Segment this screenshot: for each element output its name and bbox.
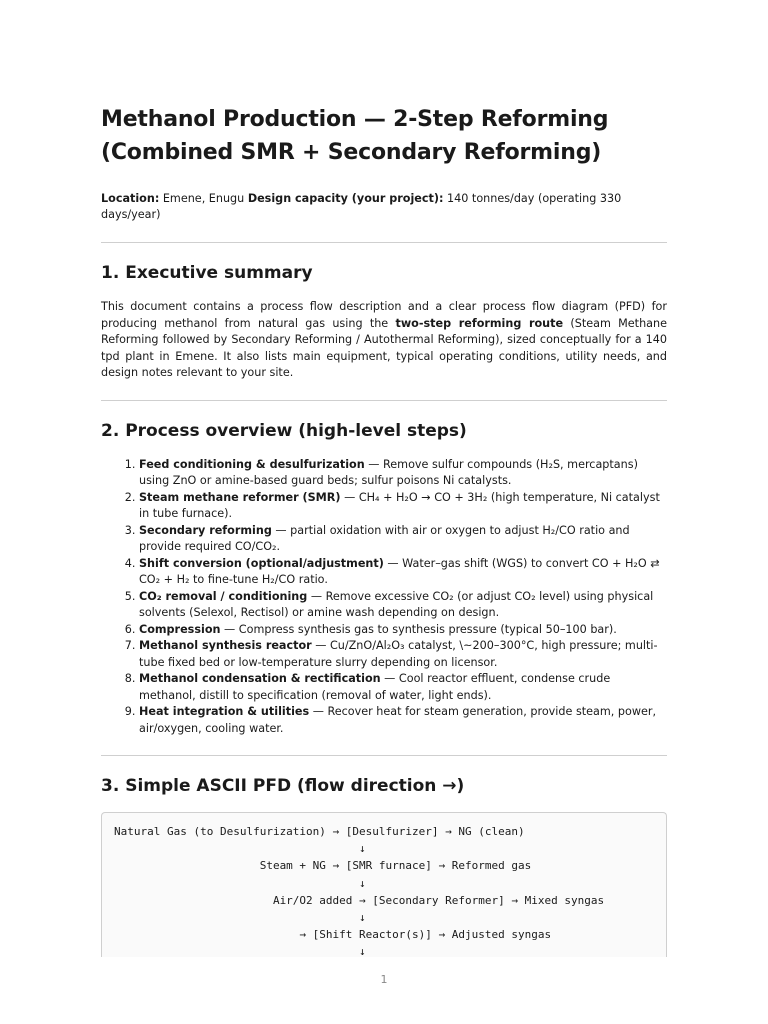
list-item: 9. Heat integration & utilities — Recover heat for steam generation, provide steam, power, air/oxygen, cooling water.	[139, 704, 667, 737]
section-heading-ascii-pfd: 3. Simple ASCII PFD (flow direction →)	[101, 776, 465, 796]
list-item: 5. CO₂ removal / conditioning — Remove excessive CO₂ (or adjust CO₂ level) using physical solvents (Selexol, Rectisol) or amine wash depending on design.	[139, 589, 667, 622]
section-heading-executive-summary: 1. Executive summary	[101, 263, 313, 283]
list-item: 8. Methanol condensation & rectification — Cool reactor effluent, condense crude methanol, distill to specification (removal of water, light ends).	[139, 671, 667, 704]
list-item: 7. Methanol synthesis reactor — Cu/ZnO/Al₂O₃ catalyst, \~200–300°C, high pressure; multi-tube fixed bed or low-temperature slurry depending on licensor.	[139, 638, 667, 671]
divider	[101, 400, 667, 401]
list-item: 6. Compression — Compress synthesis gas to synthesis pressure (typical 50–100 bar).	[139, 622, 667, 639]
code-line: Air/O2 added → [Secondary Reformer] → Mixed syngas	[114, 893, 605, 907]
code-line: → [Shift Reactor(s)] → Adjusted syngas	[114, 928, 552, 942]
list-item: 4. Shift conversion (optional/adjustment) — Water–gas shift (WGS) to convert CO + H₂O ⇄ CO₂ + H₂ to fine-tune H₂/CO ratio.	[139, 556, 667, 589]
capacity-value: 140 tonnes/day (operating 330 days/year)	[101, 192, 622, 221]
page-number: 1	[380, 973, 388, 986]
divider	[101, 242, 667, 243]
code-line: Steam + NG → [SMR furnace] → Reformed gas	[114, 859, 532, 873]
ascii-pfd-code-block	[101, 812, 667, 957]
code-line: Natural Gas (to Desulfurization) → [Desulfurizer] → NG (clean)	[114, 825, 525, 838]
process-steps-list	[101, 457, 667, 738]
list-item: 3. Secondary reforming — partial oxidation with air or oxygen to adjust H₂/CO ratio and provide required CO/CO₂.	[139, 523, 667, 556]
section-heading-process-overview: 2. Process overview (high-level steps)	[101, 420, 467, 441]
code-line: ↓	[114, 911, 366, 925]
capacity-label: Design capacity (your project):	[247, 192, 444, 205]
list-item: 2. Steam methane reformer (SMR) — CH₄ + H₂O → CO + 3H₂ (high temperature, Ni catalyst in tube furnace).	[139, 490, 667, 523]
code-line: ↓	[114, 945, 366, 957]
executive-summary-paragraph: This document contains a process flow description and a clear process flow diagram (PFD) for producing methanol from natural gas using the two-step reforming route (Steam Methane Reforming followed by Secondary Reforming / Autothermal Reforming), sized conceptually for a 140 tpd plant in Emene. It also lists main equipment, typical operating conditions, utility needs, and design notes relevant to your site.	[101, 300, 667, 379]
divider	[101, 755, 667, 756]
location-value: Emene, Enugu	[159, 192, 248, 205]
code-line: ↓	[114, 842, 366, 856]
document-title: Methanol Production — 2-Step Reforming (Combined SMR + Secondary Reforming)	[101, 107, 609, 165]
document-page	[101, 103, 667, 957]
document-meta	[101, 191, 667, 223]
list-item: 1. Feed conditioning & desulfurization — Remove sulfur compounds (H₂S, mercaptans) using ZnO or amine-based guard beds; sulfur poisons Ni catalysts.	[139, 457, 667, 490]
location-label: Location:	[101, 192, 160, 205]
code-line: ↓	[114, 876, 366, 890]
